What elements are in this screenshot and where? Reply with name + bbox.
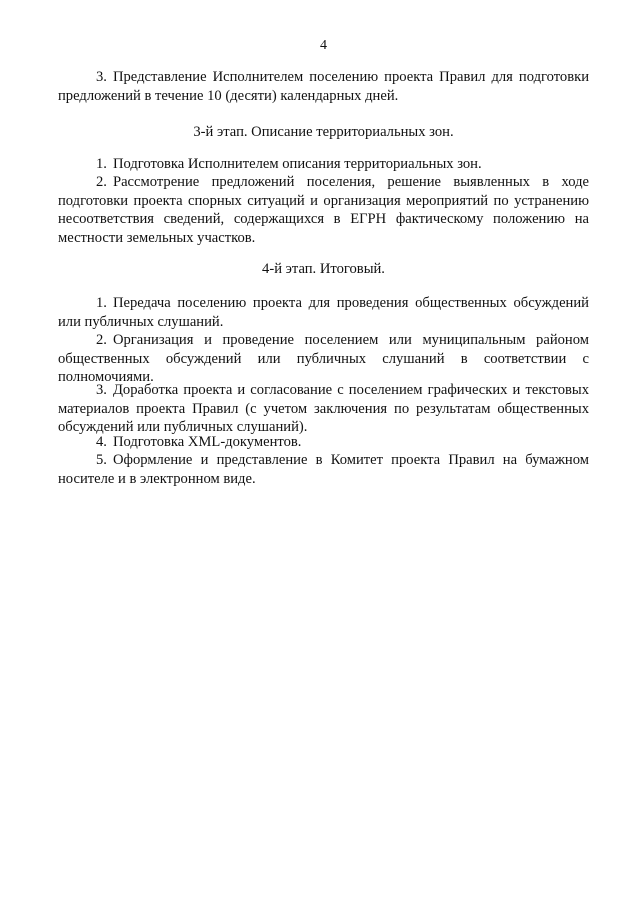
stage4-item-3 (58, 381, 589, 437)
stage4-item-5 (58, 451, 589, 488)
item-text: Доработка проекта и согласование с поселением графических и текстовых материалов проекта Правил (с учетом заключения по результатам общественных обсуждений или публичных слушаний). (58, 382, 589, 436)
stage4-heading: 4-й этап. Итоговый. (262, 261, 385, 277)
item-text: Подготовка XML-документов. (112, 434, 302, 450)
stage3-item-1 (58, 155, 589, 174)
item-text: Передача поселению проекта для проведения общественных обсуждений или публичных слушаний. (58, 295, 589, 330)
page-number: 4 (320, 38, 327, 53)
item-number: 2. (96, 174, 107, 190)
item-number: 5. (96, 452, 107, 468)
item-text: Представление Исполнителем поселению проекта Правил для подготовки предложений в течение 10 (десяти) календарных дней. (58, 69, 589, 104)
stage2-item-3 (58, 68, 589, 105)
item-number: 3. (96, 69, 107, 85)
item-number: 3. (96, 382, 107, 398)
item-text: Рассмотрение предложений поселения, решение выявленных в ходе подготовки проекта спорных ситуаций и организация мероприятий по устранению несоответствия сведений, содержащихся в ЕГРН фактическому положению на местности земельных участков. (58, 174, 589, 246)
item-number: 1. (96, 295, 107, 311)
item-number: 4. (96, 434, 107, 450)
stage4-item-2 (58, 331, 589, 387)
item-number: 2. (96, 332, 107, 348)
stage4-item-4 (58, 433, 589, 452)
stage3-heading: 3-й этап. Описание территориальных зон. (193, 124, 454, 140)
stage4-item-1 (58, 294, 589, 331)
item-text: Организация и проведение поселением или муниципальным районом общественных обсуждений или публичных слушаний в соответствии с полномочиями. (58, 332, 589, 386)
item-text: Оформление и представление в Комитет проекта Правил на бумажном носителе и в электронном виде. (58, 452, 589, 487)
item-text: Подготовка Исполнителем описания территориальных зон. (112, 156, 482, 172)
item-number: 1. (96, 156, 107, 172)
stage3-item-2 (58, 173, 589, 247)
